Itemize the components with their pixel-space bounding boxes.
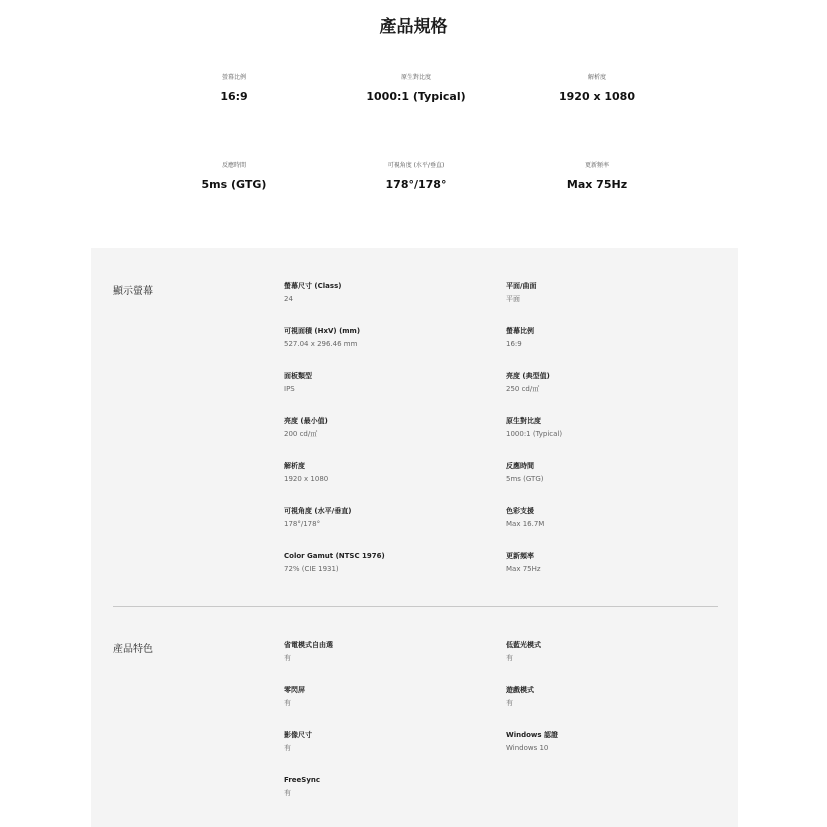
spec-item: [284, 461, 484, 484]
highlight-label: 反應時間: [221, 162, 246, 169]
spec-value: 72% (CIE 1931): [284, 565, 339, 573]
feature-item: [506, 640, 706, 663]
spec-item: [284, 416, 484, 439]
spec-key: Windows 認證: [506, 731, 558, 739]
spec-value: 250 cd/㎡: [506, 385, 540, 393]
spec-value: 1920 x 1080: [284, 475, 329, 483]
page-title: 產品規格: [379, 17, 448, 37]
highlight-aspect-ratio: [134, 72, 334, 103]
spec-value: 有: [284, 744, 291, 752]
feature-item: [284, 730, 484, 753]
spec-value: Max 16.7M: [506, 520, 545, 528]
spec-value: 1000:1 (Typical): [506, 430, 563, 438]
highlight-refresh-rate: [497, 160, 697, 191]
feature-item: [506, 730, 706, 753]
spec-item: [506, 551, 706, 574]
spec-key: FreeSync: [284, 776, 321, 784]
spec-value: 527.04 x 296.46 mm: [284, 340, 358, 348]
highlight-label: 更新頻率: [584, 162, 609, 169]
spec-item: [284, 506, 484, 529]
feature-item: [284, 685, 484, 708]
highlight-viewing-angle: [316, 160, 516, 191]
spec-key: 亮度 (典型值): [506, 372, 550, 380]
spec-key: 面板類型: [284, 372, 312, 380]
feature-item: [284, 640, 484, 663]
spec-item: [506, 461, 706, 484]
feature-item: [506, 685, 706, 708]
highlight-value: 5ms (GTG): [201, 178, 267, 191]
spec-key: 可視角度 (水平/垂直): [284, 507, 352, 515]
spec-item: [284, 326, 484, 349]
display-section-heading: 顯示螢幕: [113, 286, 153, 297]
highlight-value: 16:9: [220, 90, 248, 103]
spec-key: 螢幕比例: [506, 327, 534, 335]
spec-key: 螢幕尺寸 (Class): [284, 282, 342, 290]
spec-item: [284, 371, 484, 394]
highlight-value: 1920 x 1080: [559, 90, 635, 103]
spec-key: 色彩支援: [506, 507, 534, 515]
spec-key: 亮度 (最小值): [284, 417, 328, 425]
spec-key: 解析度: [284, 462, 305, 470]
spec-value: 平面: [506, 295, 520, 303]
section-divider: [113, 606, 718, 607]
spec-key: 省電模式自由選: [284, 641, 333, 649]
highlight-label: 原生對比度: [400, 74, 431, 81]
spec-item: [506, 326, 706, 349]
spec-value: Windows 10: [506, 744, 549, 752]
spec-key: 原生對比度: [506, 417, 541, 425]
highlight-contrast: [316, 72, 516, 103]
spec-item: [284, 281, 484, 304]
highlight-value: 178°/178°: [385, 178, 447, 191]
highlight-label: 解析度: [587, 74, 606, 81]
spec-key: Color Gamut (NTSC 1976): [284, 552, 385, 560]
spec-key: 可視面積 (HxV) (mm): [284, 327, 361, 335]
spec-item: [506, 371, 706, 394]
spec-item: [506, 281, 706, 304]
spec-value: 有: [506, 699, 513, 707]
spec-key: 遊戲模式: [506, 686, 534, 694]
spec-value: 16:9: [506, 340, 522, 348]
spec-value: IPS: [284, 385, 295, 393]
spec-key: 影像尺寸: [284, 731, 312, 739]
highlight-response-time: [134, 160, 334, 191]
spec-key: 反應時間: [506, 462, 534, 470]
features-section-heading: 產品特色: [113, 644, 153, 655]
spec-item: [506, 506, 706, 529]
highlight-label: 可視角度 (水平/垂直): [387, 162, 445, 169]
spec-value: Max 75Hz: [506, 565, 541, 573]
spec-item: [506, 416, 706, 439]
spec-value: 有: [284, 789, 291, 797]
spec-key: 零閃屏: [284, 686, 305, 694]
spec-value: 有: [284, 699, 291, 707]
highlight-value: Max 75Hz: [566, 178, 628, 191]
spec-value: 有: [506, 654, 513, 662]
spec-value: 200 cd/㎡: [284, 430, 318, 438]
spec-value: 178°/178°: [284, 520, 321, 528]
spec-panel: [91, 248, 738, 827]
spec-key: 平面/曲面: [506, 282, 537, 290]
spec-value: 5ms (GTG): [506, 475, 544, 483]
spec-value: 24: [284, 295, 293, 303]
highlight-label: 螢幕比例: [221, 74, 246, 81]
spec-key: 更新頻率: [506, 552, 534, 560]
spec-value: 有: [284, 654, 291, 662]
feature-item: [284, 775, 484, 798]
spec-key: 低藍光模式: [506, 641, 541, 649]
highlight-value: 1000:1 (Typical): [366, 90, 466, 103]
spec-item: [284, 551, 484, 574]
highlight-resolution: [497, 72, 697, 103]
